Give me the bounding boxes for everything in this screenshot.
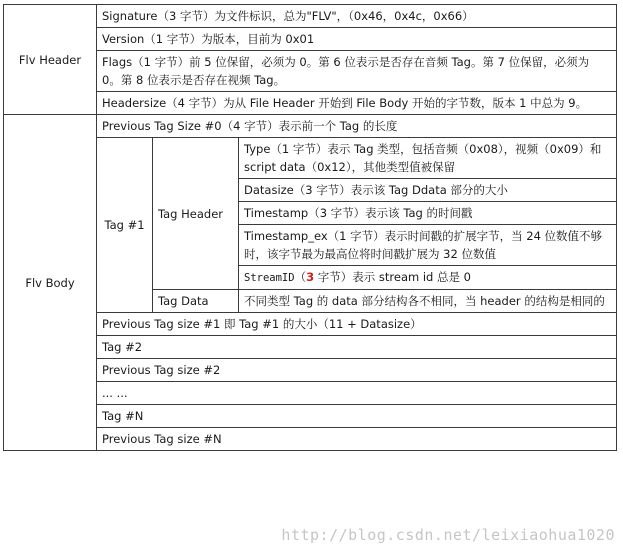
header-version: Version（1 字节）为版本，目前为 0x01 [97,28,617,51]
ellipsis: ... ... [97,382,617,405]
tag-header-datasize: Datasize（3 字节）表示该 Tag Ddata 部分的大小 [239,179,617,202]
streamid-num: 3 [306,270,315,284]
header-headersize: Headersize（4 字节）为从 File Header 开始到 File Body 开始的字节数，版本 1 中总为 9。 [97,92,617,115]
streamid-rest: 字节）表示 stream id 总是 0 [314,270,471,284]
tag-data-label: Tag Data [153,290,239,313]
header-signature: Signature（3 字节）为文件标识，总为"FLV"，（0x46，0x4c，0x66） [97,5,617,28]
body-row-prev-tag-size-0 [4,115,617,138]
header-flags: Flags（1 字节）前 5 位保留，必须为 0。第 6 位表示是否存在音频 Tag。第 7 位保留，必须为 0。第 8 位表示是否存在视频 Tag。 [97,51,617,92]
streamid-name: StreamID [244,272,295,284]
tag-header-type: Type（1 字节）表示 Tag 类型，包括音频（0x08），视频（0x09）和 script data（0x12），其他类型值被保留 [239,138,617,179]
tag-header-streamid [239,266,617,290]
prev-tag-size-0: Previous Tag Size #0（4 字节）表示前一个 Tag 的长度 [97,115,617,138]
streamid-open: （ [294,270,307,284]
flv-header-label: Flv Header [4,5,97,115]
tag-2: Tag #2 [97,336,617,359]
header-row-signature [4,5,617,28]
prev-tag-size-n: Previous Tag size #N [97,428,617,451]
tag1-label: Tag #1 [97,138,153,313]
prev-tag-size-1: Previous Tag size #1 即 Tag #1 的大小（11 + Datasize） [97,313,617,336]
tag-header-timestamp: Timestamp（3 字节）表示该 Tag 的时间戳 [239,202,617,225]
tag-n: Tag #N [97,405,617,428]
flv-structure-table [3,4,617,451]
prev-tag-size-2: Previous Tag size #2 [97,359,617,382]
tag-header-label: Tag Header [153,138,239,290]
flv-body-label: Flv Body [4,115,97,451]
tag-header-timestamp-ex: Timestamp_ex（1 字节）表示时间戳的扩展字节，当 24 位数值不够时，该字节最为最高位将时间戳扩展为 32 位数值 [239,225,617,266]
watermark: http://blog.csdn.net/leixiaohua1020 [281,526,615,544]
tag-data-text: 不同类型 Tag 的 data 部分结构各不相同，当 header 的结构是相同的 [239,290,617,313]
